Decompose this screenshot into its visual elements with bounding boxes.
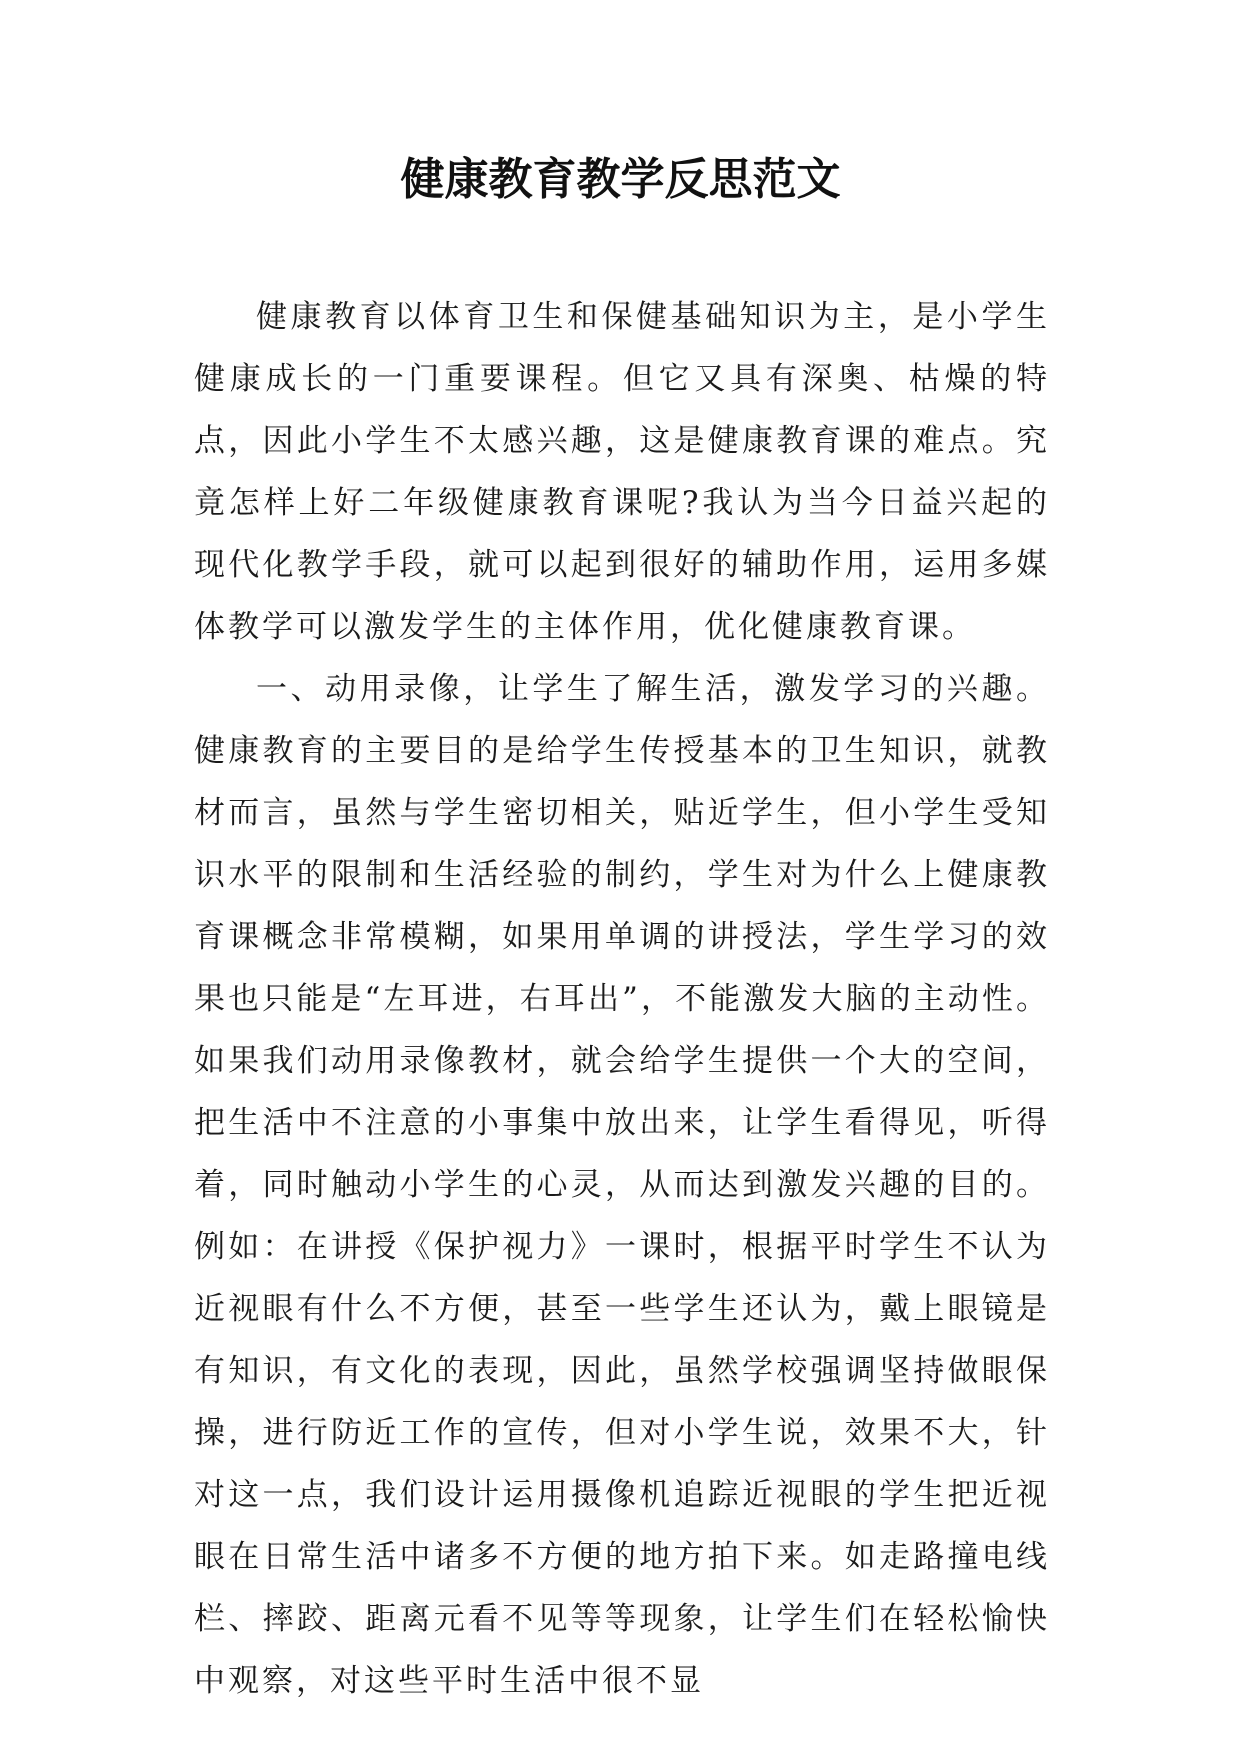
document-title: 健康教育教学反思范文 bbox=[400, 154, 841, 205]
paragraph-intro: 健康教育以体育卫生和保健基础知识为主，是小学生健康成长的一门重要课程。但它又具有深奥、枯燥的特点，因此小学生不太感兴趣，这是健康教育课的难点。究竟怎样上好二年级健康教育课呢?我认为当今日益兴起的现代化教学手段，就可以起到很好的辅助作用，运用多媒体教学可以激发学生的主体作用，优化健康教育课。 bbox=[194, 299, 1050, 645]
paragraph-section-one: 一、动用录像，让学生了解生活，激发学习的兴趣。健康教育的主要目的是给学生传授基本的卫生知识，就教材而言，虽然与学生密切相关，贴近学生，但小学生受知识水平的限制和生活经验的制约，学生对为什么上健康教育课概念非常模糊，如果用单调的讲授法，学生学习的效果也只能是“左耳进，右耳出”，不能激发大脑的主动性。如果我们动用录像教材，就会给学生提供一个大的空间，把生活中不注意的小事集中放出来，让学生看得见，听得着，同时触动小学生的心灵，从而达到激发兴趣的目的。例如：在讲授《保护视力》一课时，根据平时学生不认为近视眼有什么不方便，甚至一些学生还认为，戴上眼镜是有知识，有文化的表现，因此，虽然学校强调坚持做眼保操，进行防近工作的宣传，但对小学生说，效果不大，针对这一点，我们设计运用摄像机追踪近视眼的学生把近视眼在日常生活中诸多不方便的地方拍下来。如走路撞电线栏、摔跤、距离元看不见等等现象，让学生们在轻松愉快中观察，对这些平时生活中很不显 bbox=[194, 671, 1050, 1699]
document-body bbox=[194, 286, 1050, 1712]
